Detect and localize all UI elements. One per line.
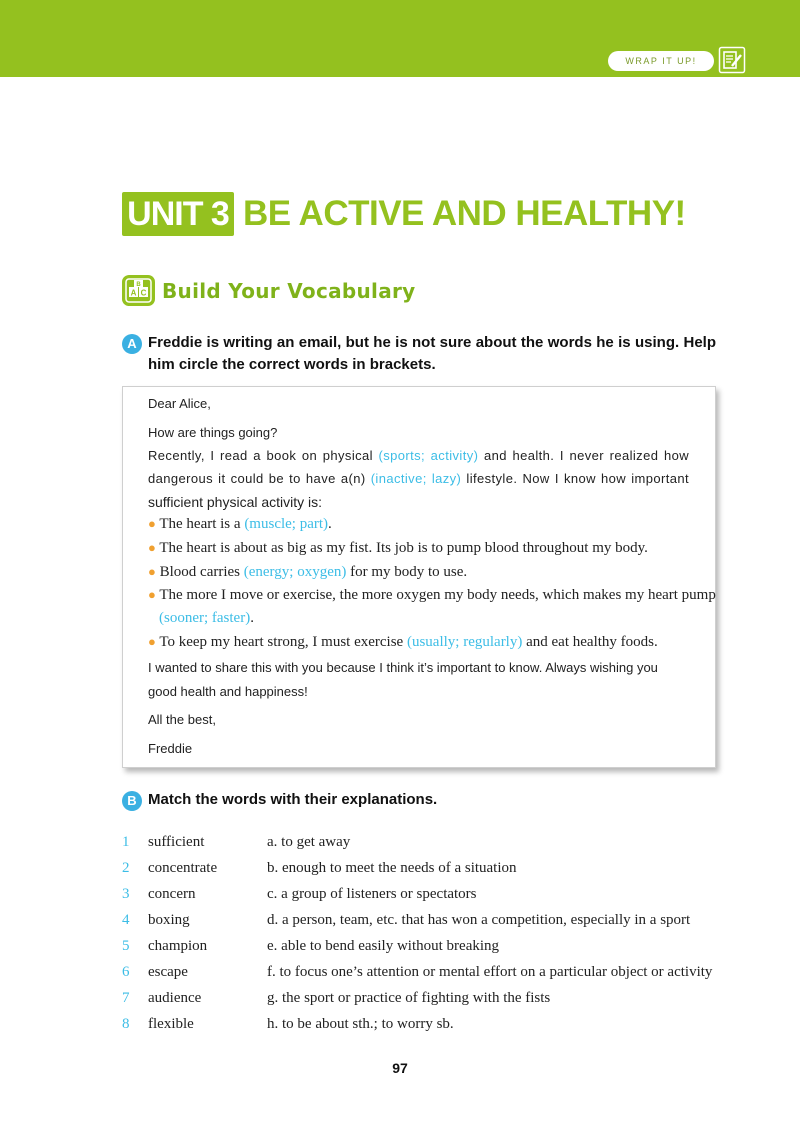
word-option[interactable]: (usually; regularly) [406, 634, 523, 650]
bullet-item: ● The heart is about as big as my fist. Its job is to pump blood throughout my body. [148, 540, 648, 556]
svg-text:C: C [140, 288, 147, 298]
match-definition[interactable]: d. a person, team, etc. that has won a competition, especially in a sport [267, 912, 691, 928]
match-word[interactable]: audience [148, 990, 202, 1006]
letter-line-2: dangerous it could be to have a(n) (inactive; lazy) lifestyle. Now I know how important [148, 471, 689, 486]
unit-label: UNIT 3 [122, 192, 234, 236]
match-number: 7 [122, 990, 130, 1006]
abc-blocks-icon [121, 274, 156, 307]
match-row [0, 860, 800, 884]
match-number: 4 [122, 912, 130, 928]
match-number: 3 [122, 886, 130, 902]
word-option[interactable]: (muscle; part) [244, 516, 329, 532]
match-number: 2 [122, 860, 130, 876]
exercise-b-instruction: Match the words with their explanations. [148, 791, 438, 808]
svg-text:A: A [130, 288, 137, 298]
word-option[interactable]: (energy; oxygen) [243, 564, 347, 580]
exercise-a-instruction: Freddie is writing an email, but he is not sure about the words he is using. Help him circle the correct words in brackets. [148, 334, 716, 373]
bullet-item: ● The heart is a (muscle; part). [148, 516, 332, 532]
match-number: 8 [122, 1016, 130, 1032]
match-number: 6 [122, 964, 130, 980]
match-definition[interactable]: h. to be about sth.; to worry sb. [267, 1016, 454, 1032]
match-word[interactable]: escape [148, 964, 188, 980]
match-definition[interactable]: f. to focus one’s attention or mental effort on a particular object or activity [267, 964, 713, 980]
bullet-item: ● To keep my heart strong, I must exercise (usually; regularly) and eat healthy foods. [148, 634, 658, 650]
section-title: Build Your Vocabulary [162, 279, 416, 303]
exercise-b-badge: B [122, 791, 142, 811]
svg-text:B: B [136, 282, 141, 288]
match-word[interactable]: concentrate [148, 860, 218, 876]
letter-signature: Freddie [148, 741, 193, 756]
bullet-item-continuation: (sooner; faster). [159, 610, 254, 626]
letter-signoff: All the best, [148, 712, 216, 727]
match-row [0, 886, 800, 910]
unit-title: BE ACTIVE AND HEALTHY! [243, 194, 686, 233]
match-definition[interactable]: e. able to bend easily without breaking [267, 938, 500, 954]
word-option[interactable]: (sooner; faster) [159, 610, 251, 626]
match-row [0, 1016, 800, 1040]
notepad-pencil-icon [718, 46, 746, 74]
match-number: 1 [122, 834, 130, 850]
match-definition[interactable]: a. to get away [267, 834, 351, 850]
letter-closing-1: I wanted to share this with you because I think it’s important to know. Always wishing you [148, 660, 658, 675]
match-row [0, 938, 800, 962]
letter-opening: How are things going? [148, 425, 278, 440]
match-word[interactable]: concern [148, 886, 196, 902]
bullet-dot-icon: ● [148, 516, 156, 531]
bullet-dot-icon: ● [148, 634, 156, 649]
bullet-item: ● The more I move or exercise, the more oxygen my body needs, which makes my heart pump [148, 587, 716, 603]
letter-closing-2: good health and happiness! [148, 684, 308, 699]
word-option[interactable]: (inactive; lazy) [370, 471, 462, 486]
match-definition[interactable]: b. enough to meet the needs of a situation [267, 860, 517, 876]
bullet-dot-icon: ● [148, 564, 156, 579]
page-number: 97 [392, 1060, 408, 1076]
word-option[interactable]: (sports; activity) [378, 448, 479, 463]
match-row [0, 834, 800, 858]
wrap-it-up-label: WRAP IT UP! [608, 51, 714, 71]
letter-line-3: sufficient physical activity is: [148, 494, 323, 510]
match-word[interactable]: flexible [148, 1016, 194, 1032]
match-definition[interactable]: c. a group of listeners or spectators [267, 886, 477, 902]
bullet-dot-icon: ● [148, 587, 156, 602]
match-row [0, 990, 800, 1014]
match-word[interactable]: sufficient [148, 834, 205, 850]
bullet-item: ● Blood carries (energy; oxygen) for my body to use. [148, 564, 468, 580]
match-row [0, 964, 800, 988]
match-word[interactable]: champion [148, 938, 208, 954]
exercise-a-badge: A [122, 334, 142, 354]
letter-line-1: Recently, I read a book on physical (sports; activity) and health. I never realized how [148, 448, 689, 463]
letter-greeting: Dear Alice, [148, 396, 211, 411]
bullet-dot-icon: ● [148, 540, 156, 555]
match-word[interactable]: boxing [148, 912, 190, 928]
match-number: 5 [122, 938, 130, 954]
match-row [0, 912, 800, 936]
match-definition[interactable]: g. the sport or practice of fighting with the fists [267, 990, 551, 1006]
